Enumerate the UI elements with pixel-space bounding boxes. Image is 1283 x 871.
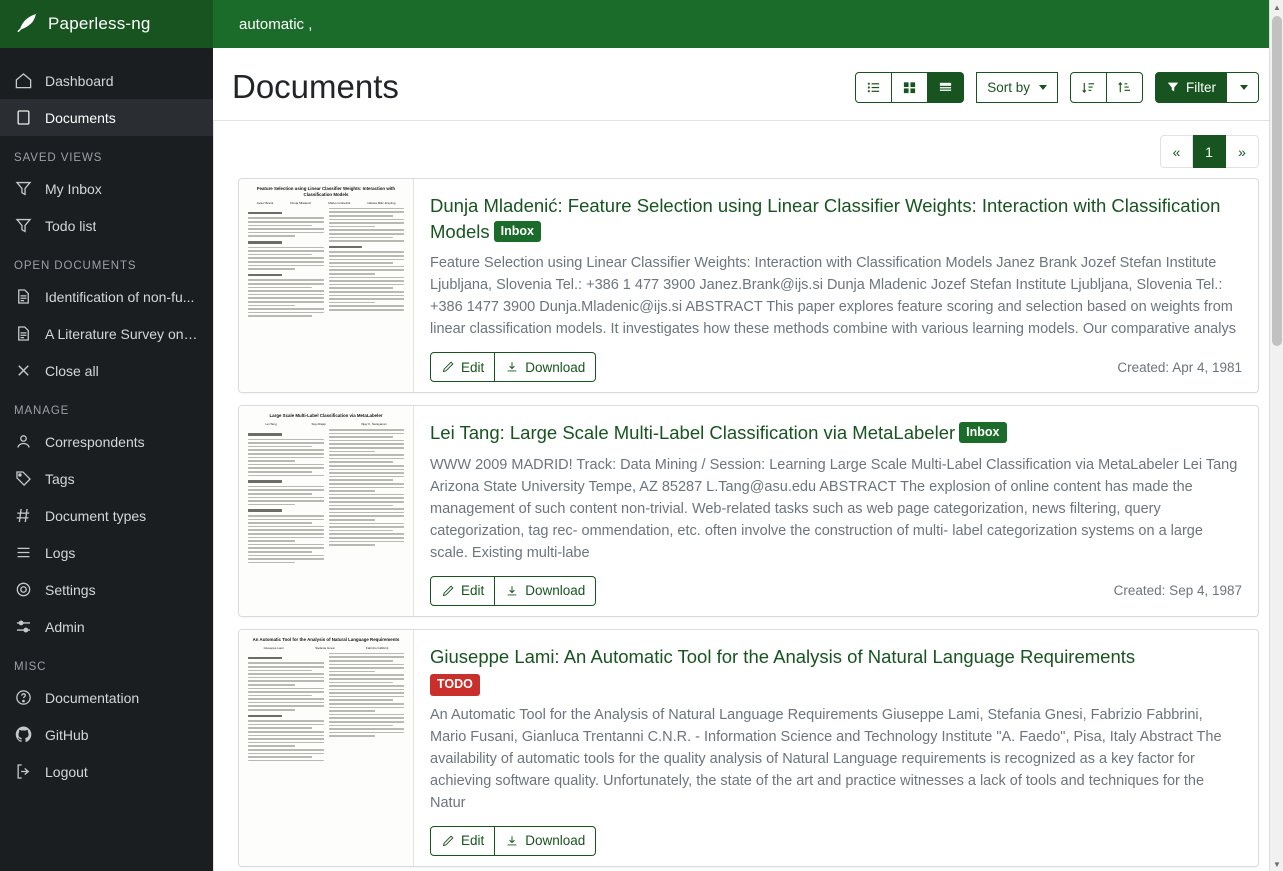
details-view-button[interactable]: [928, 72, 964, 103]
document-footer: [430, 826, 1242, 856]
sliders-icon: [14, 617, 33, 636]
sidebar-item-label: Tags: [45, 470, 75, 487]
sidebar-item-label: Logout: [45, 763, 88, 780]
edit-button[interactable]: [430, 576, 495, 606]
sidebar-item-dashboard[interactable]: [0, 62, 213, 99]
download-button[interactable]: [495, 352, 596, 382]
sidebar-item-label: Logs: [45, 544, 76, 561]
sort-by-label: Sort by: [987, 79, 1030, 95]
body: [0, 48, 1283, 871]
sidebar-item-close-all[interactable]: [0, 352, 213, 389]
document-actions: [430, 826, 596, 856]
document-snippet: An Automatic Tool for the Analysis of Natural Language Requirements Giuseppe Lami, Stefania Gnesi, Fabrizio Fabbrini, Mario Fusani, Gianluca Trentanni C.N.R. - Information Science and Technology Institute "A. Faedo", Pisa, Italy Abstract The availability of automatic tools for the quality analysis of Natural Language requirements is recognized as a key factor for achieving software quality. Unfortunately, the state of the art and practice witnesses a lack of tools and techniques for the Natur: [430, 706, 1222, 811]
sidebar-item-label: Settings: [45, 581, 96, 598]
document-icon: [14, 324, 33, 343]
download-label: Download: [525, 359, 586, 375]
funnel-icon: [14, 216, 33, 235]
sidebar: [0, 48, 213, 871]
sort-descending-button[interactable]: [1107, 72, 1143, 103]
sidebar-item-settings[interactable]: [0, 571, 213, 608]
download-button[interactable]: [495, 826, 596, 856]
sidebar-item-label: Documents: [45, 109, 116, 126]
scroll-up-arrow[interactable]: ▲: [1270, 0, 1283, 14]
sidebar-item-documents[interactable]: [0, 99, 213, 136]
filter-dropdown-button[interactable]: [1227, 72, 1259, 103]
thumbnail-author: Fabrizio Fabbrini: [366, 645, 389, 650]
file-stack-icon: [14, 108, 33, 127]
view-mode-group: [855, 72, 964, 103]
document-title-text: Dunja Mladenić: Feature Selection using Linear Classifier Weights: Interaction with Classification Models: [430, 195, 1221, 242]
status-badge[interactable]: TODO: [430, 674, 480, 695]
sort-direction-group: [1070, 72, 1143, 103]
pagination-page-1[interactable]: 1: [1193, 135, 1226, 168]
sidebar-item-label: Todo list: [45, 217, 97, 234]
thumbnail-author: Stefania Gnesi: [315, 645, 335, 650]
page-header: [213, 48, 1283, 121]
feather-logo-icon: [16, 13, 38, 35]
edit-label: Edit: [461, 833, 485, 849]
logout-icon: [14, 762, 33, 781]
thumbnail-author: Giuseppe Lami: [263, 645, 284, 650]
sidebar-item-open-doc-2[interactable]: [0, 315, 213, 352]
pagination: [1160, 135, 1259, 168]
brand-title: Paperless-ng: [48, 14, 151, 33]
sidebar-item-label: A Literature Survey on ...: [45, 325, 199, 342]
download-label: Download: [525, 833, 586, 849]
list-view-button[interactable]: [855, 72, 892, 103]
sidebar-section-manage: MANAGE: [14, 405, 70, 417]
document-actions: [430, 576, 596, 606]
documents-content: [213, 121, 1283, 871]
sidebar-item-logout[interactable]: [0, 753, 213, 790]
gear-icon: [14, 580, 33, 599]
sidebar-item-logs[interactable]: [0, 534, 213, 571]
document-thumbnail[interactable]: [239, 179, 414, 392]
thumbnail-title: An Automatic Tool for the Analysis of Natural Language Requirements: [252, 636, 400, 642]
sidebar-item-label: GitHub: [45, 726, 89, 743]
sidebar-item-admin[interactable]: [0, 608, 213, 645]
download-label: Download: [525, 583, 586, 599]
filter-label: Filter: [1186, 79, 1216, 95]
created-date: Created: Apr 4, 1981: [1117, 359, 1242, 375]
house-icon: [14, 71, 33, 90]
thumbnail-title: Large Scale Multi-Label Classification via MetaLabeler: [269, 413, 383, 419]
hash-icon: [14, 506, 33, 525]
top-bar: [0, 0, 1283, 48]
search-value: automatic ,: [239, 15, 313, 33]
sidebar-item-label: Admin: [45, 618, 85, 635]
thumbnail-author: Natasa Milic-Frayling: [367, 200, 396, 205]
thumbnail-author: Marko Grobelnik: [328, 200, 351, 205]
edit-button[interactable]: [430, 826, 495, 856]
window-scrollbar[interactable]: [1269, 0, 1283, 871]
document-card[interactable]: [238, 629, 1259, 867]
sidebar-item-correspondents[interactable]: [0, 423, 213, 460]
sidebar-item-tags[interactable]: [0, 460, 213, 497]
document-card[interactable]: [238, 178, 1259, 393]
caret-down-icon: [1039, 85, 1047, 90]
document-title[interactable]: [430, 193, 1242, 244]
thumbnail-author: Lei Tang: [265, 422, 277, 427]
edit-label: Edit: [461, 359, 485, 375]
list-icon: [14, 543, 33, 562]
pagination-next[interactable]: »: [1226, 135, 1259, 168]
sort-by-dropdown[interactable]: [976, 72, 1058, 103]
document-title[interactable]: [430, 644, 1242, 696]
sidebar-section-open-documents: OPEN DOCUMENTS: [14, 260, 137, 272]
sidebar-section-misc: MISC: [14, 661, 47, 673]
sidebar-section-saved-views: SAVED VIEWS: [14, 152, 103, 164]
thumbnail-author: Vijay K. Narayanan: [360, 422, 387, 427]
grid-view-button[interactable]: [892, 72, 928, 103]
sidebar-item-open-doc-1[interactable]: [0, 278, 213, 315]
sidebar-item-document-types[interactable]: [0, 497, 213, 534]
document-snippet: WWW 2009 MADRID! Track: Data Mining / Session: Learning Large Scale Multi-Label Classification via MetaLabeler Lei Tang Arizona State University Tempe, AZ 85287 L.Tang@asu.edu ABSTRACT The explosion of online content has made the management of such content non-trivial. Web-related tasks such as web page categorization, news filtering, query categorization, tag rec- ommendation, etc. often involve the construction of multi- label categorization systems on a large scale. Existing multi-labe: [430, 456, 1238, 561]
filter-button[interactable]: [1155, 72, 1227, 103]
sort-ascending-button[interactable]: [1070, 72, 1107, 103]
sidebar-item-github[interactable]: [0, 716, 213, 753]
document-list: [226, 178, 1271, 871]
sidebar-item-my-inbox[interactable]: [0, 170, 213, 207]
sidebar-item-documentation[interactable]: [0, 679, 213, 716]
funnel-icon: [14, 179, 33, 198]
document-thumbnail[interactable]: [239, 406, 414, 616]
document-actions: [430, 352, 596, 382]
scrollbar-thumb[interactable]: [1272, 16, 1282, 346]
tag-icon: [14, 469, 33, 488]
github-icon: [14, 725, 33, 744]
sidebar-item-label: Close all: [45, 362, 99, 379]
document-card[interactable]: [238, 405, 1259, 617]
page-title: Documents: [232, 68, 399, 105]
download-button[interactable]: [495, 576, 596, 606]
document-title-text: Lei Tang: Large Scale Multi-Label Classification via MetaLabeler: [430, 422, 956, 444]
document-title-text: Giuseppe Lami: An Automatic Tool for the Analysis of Natural Language Requirements: [430, 645, 1136, 667]
thumbnail-author: Dunja Mladenić: [290, 200, 312, 205]
document-body: [414, 406, 1258, 616]
filter-group: [1155, 72, 1259, 103]
sidebar-item-label: My Inbox: [45, 180, 102, 197]
search-input[interactable]: [213, 0, 1283, 48]
status-badge[interactable]: Inbox: [494, 221, 541, 242]
sidebar-item-label: Correspondents: [45, 433, 145, 450]
close-icon: [14, 361, 33, 380]
document-footer: [430, 352, 1242, 382]
created-date: Created: Sep 4, 1987: [1113, 583, 1242, 599]
document-thumbnail[interactable]: [239, 630, 414, 866]
document-footer: [430, 576, 1242, 606]
scroll-down-arrow[interactable]: ▼: [1270, 857, 1283, 871]
header-tools: [855, 72, 1259, 103]
thumbnail-title: Feature Selection using Linear Classifier Weights: Interaction with Classification Models: [256, 186, 396, 197]
document-body: [414, 630, 1258, 866]
brand-area[interactable]: [0, 0, 213, 48]
document-body: [414, 179, 1258, 392]
sidebar-item-label: Documentation: [45, 689, 140, 706]
document-snippet: Feature Selection using Linear Classifier Weights: Interaction with Classification Models Janez Brank Jozef Stefan Institute Ljubljana, Slovenia Tel.: +386 1 477 3900 Janez.Brank@ijs.si Dunja Mladenic Jozef Stefan Institute Ljubljana, Slovenia Tel.: +386 1477 3900 Dunja.Mladenic@ijs.si ABSTRACT This paper explores feature scoring and selection based on weights from linear classification models. It investigates how these methods combine with various learning models. Our comparative analys: [430, 255, 1236, 338]
sidebar-item-label: Dashboard: [45, 72, 114, 89]
person-icon: [14, 432, 33, 451]
document-icon: [14, 287, 33, 306]
sidebar-item-label: Identification of non-fu...: [45, 288, 195, 305]
sidebar-item-label: Document types: [45, 507, 147, 524]
caret-down-icon: [1240, 85, 1248, 90]
thumbnail-author: Janez Brank: [256, 200, 274, 205]
thumbnail-author: Suju Rajan: [311, 422, 327, 427]
main-area: [213, 48, 1283, 871]
pagination-row: [226, 121, 1271, 178]
question-circle-icon: [14, 688, 33, 707]
edit-label: Edit: [461, 583, 485, 599]
pagination-prev[interactable]: «: [1160, 135, 1193, 168]
status-badge[interactable]: Inbox: [959, 422, 1006, 443]
content-inner: [214, 121, 1283, 871]
edit-button[interactable]: [430, 352, 495, 382]
sidebar-item-todo-list[interactable]: [0, 207, 213, 244]
document-title[interactable]: [430, 420, 1242, 446]
